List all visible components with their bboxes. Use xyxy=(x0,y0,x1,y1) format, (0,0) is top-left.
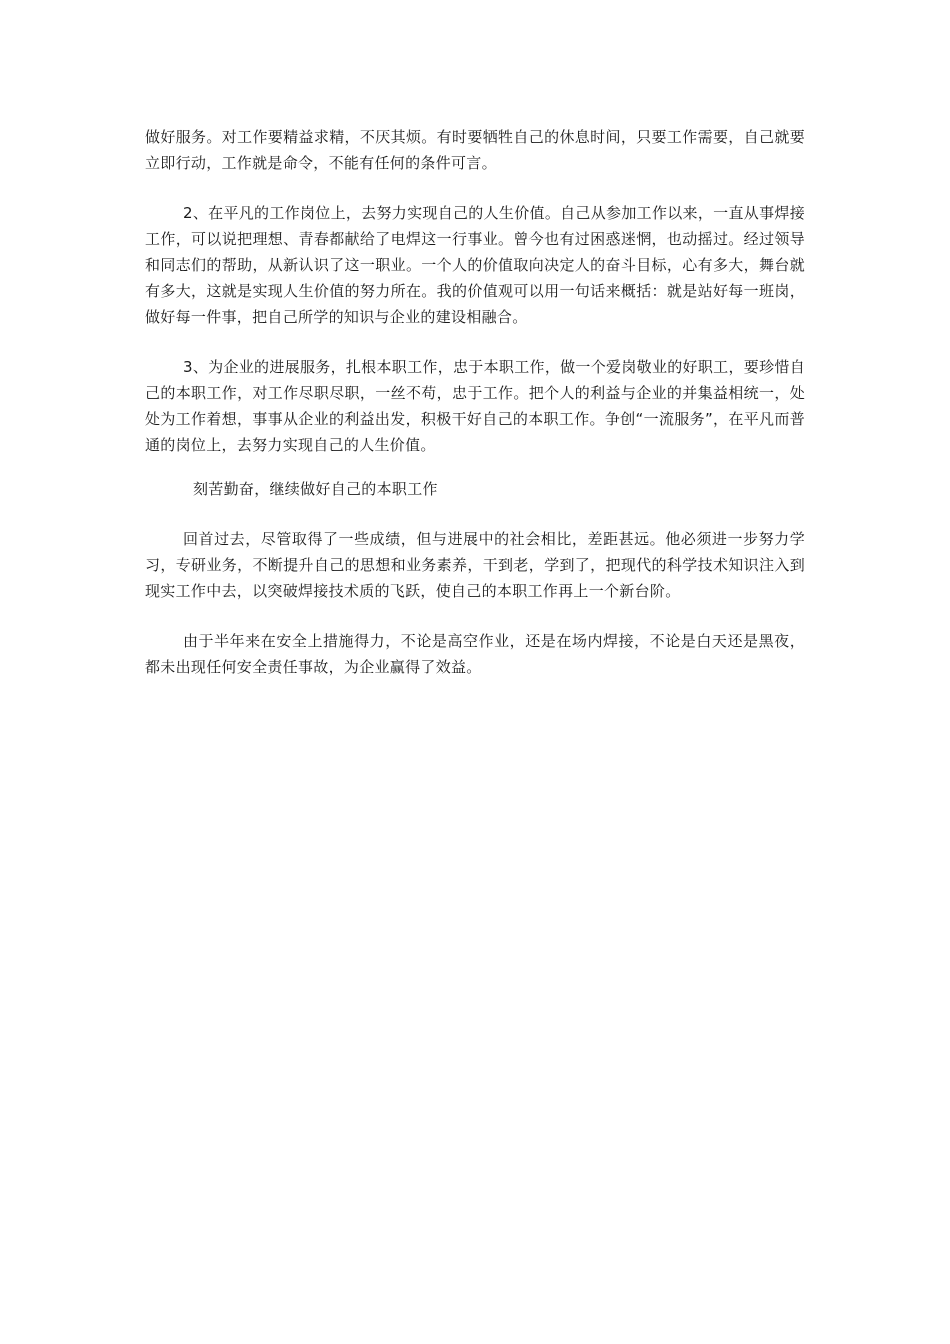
paragraph-spacer xyxy=(145,176,805,200)
paragraph-item-2: 2、在平凡的工作岗位上，去努力实现自己的人生价值。自己从参加工作以来，一直从事焊接工作，可以说把理想、青春都献给了电焊这一行事业。曾今也有过困惑迷惘，也动摇过。经过领导和同志们的帮助，从新认识了这一职业。一个人的价值取向决定人的奋斗目标，心有多大，舞台就有多大，这就是实现人生价值的努力所在。我的价值观可以用一句话来概括：就是站好每一班岗，做好每一件事，把自己所学的知识与企业的建设相融合。 xyxy=(145,204,805,326)
paragraph-spacer xyxy=(145,502,805,526)
section-heading: 刻苦勤奋，继续做好自己的本职工作 xyxy=(193,480,438,498)
paragraph-item-3: 3、为企业的进展服务，扎根本职工作，忠于本职工作，做一个爱岗敬业的好职工，要珍惜自己的本职工作，对工作尽职尽职，一丝不苟，忠于工作。把个人的利益与企业的并集益相统一，处处为工作着想，事事从企业的利益出发，积极干好自己的本职工作。争创“一流服务”，在平凡而普通的岗位上，去努力实现自己的人生价值。 xyxy=(145,358,805,454)
paragraph-safety: 由于半年来在安全上措施得力，不论是高空作业，还是在场内焊接，不论是白天还是黑夜，都未出现任何安全责任事故，为企业赢得了效益。 xyxy=(145,632,805,676)
paragraph-spacer xyxy=(145,330,805,354)
paragraph-review: 回首过去，尽管取得了一些成绩，但与进展中的社会相比，差距甚远。他必须进一步努力学习，专研业务，不断提升自己的思想和业务素养，干到老，学到了，把现代的科学技术知识注入到现实工作中去，以突破焊接技术质的飞跃，使自己的本职工作再上一个新台阶。 xyxy=(145,530,805,600)
document-body xyxy=(145,124,805,680)
paragraph-spacer xyxy=(145,458,805,476)
paragraph-continuation: 做好服务。对工作要精益求精，不厌其烦。有时要牺牲自己的休息时间，只要工作需要，自己就要立即行动，工作就是命令，不能有任何的条件可言。 xyxy=(145,128,805,172)
paragraph-spacer xyxy=(145,604,805,628)
